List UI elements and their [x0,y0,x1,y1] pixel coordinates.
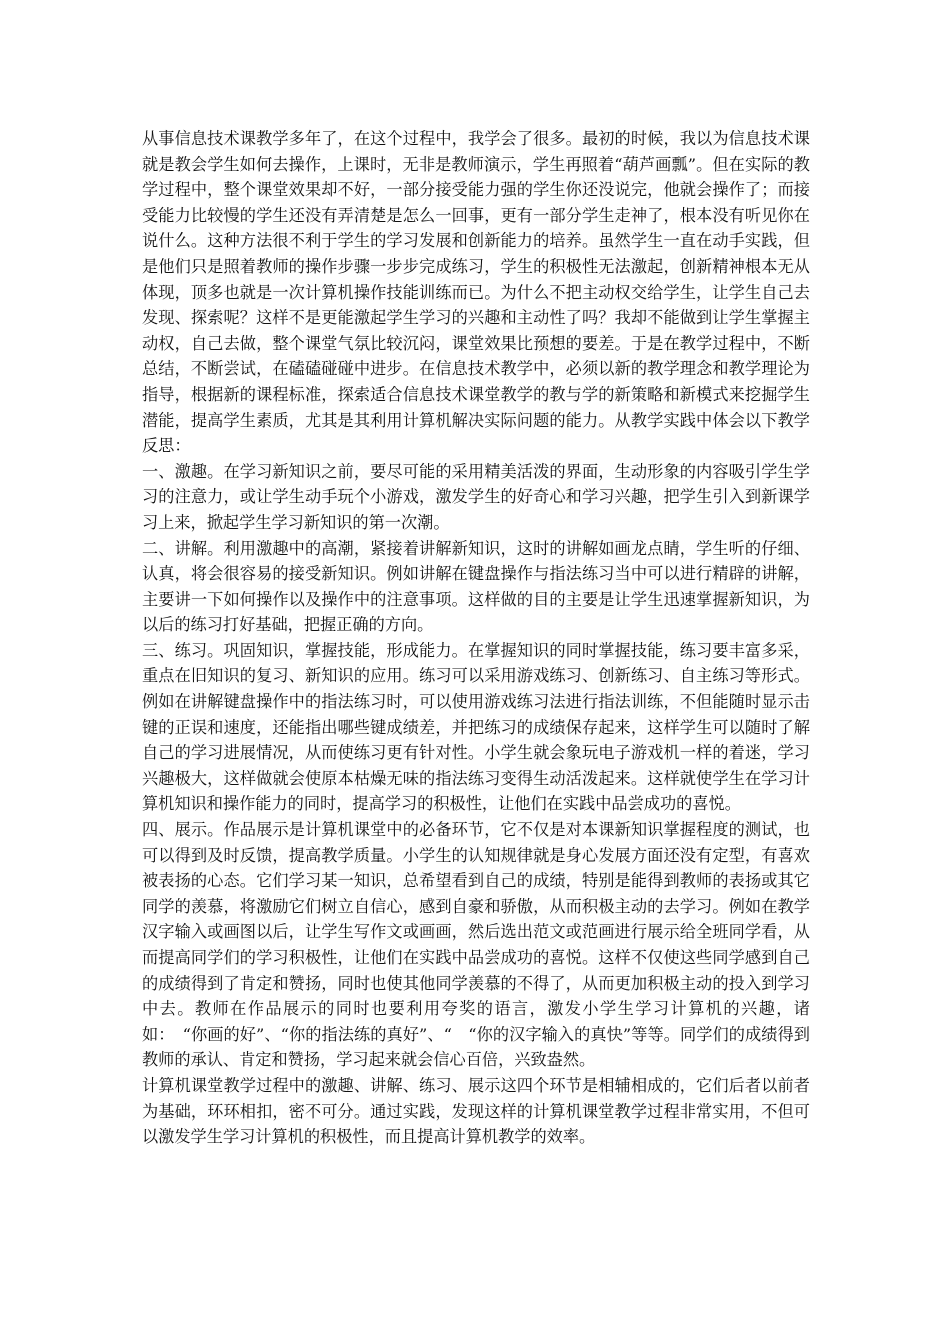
document-body [142,126,810,1150]
paragraph-section-4: 四、展示。作品展示是计算机课堂中的必备环节，它不仅是对本课新知识掌握程度的测试，也可以得到及时反馈，提高教学质量。小学生的认知规律就是身心发展方面还没有定型，有喜欢被表扬的心态。它们学习某一知识，总希望看到自己的成绩，特别是能得到教师的表扬或其它同学的羡慕，将激励它们树立自信心，感到自豪和骄傲，从而积极主动的去学习。例如在教学汉字输入或画图以后，让学生写作文或画画，然后选出范文或范画进行展示给全班同学看，从而提高同学们的学习积极性，让他们在实践中品尝成功的喜悦。这样不仅使这些同学感到自己的成绩得到了肯定和赞扬，同时也使其他同学羡慕的不得了，从而更加积极主动的投入到学习中去。教师在作品展示的同时也要利用夸奖的语言，激发小学生学习计算机的兴趣，诸如： “你画的好”、“你的指法练的真好”、“ “你的汉字输入的真快”等等。同学们的成绩得到教师的承认、肯定和赞扬，学习起来就会信心百倍，兴致盎然。 [142,820,810,1070]
paragraph-conclusion: 计算机课堂教学过程中的激趣、讲解、练习、展示这四个环节是相辅相成的，它们后者以前者为基础，环环相扣，密不可分。通过实践，发现这样的计算机课堂教学过程非常实用，不但可以激发学生学习计算机的积极性，而且提高计算机教学的效率。 [142,1075,810,1147]
paragraph-intro: 从事信息技术课教学多年了，在这个过程中，我学会了很多。最初的时候，我以为信息技术课就是教会学生如何去操作，上课时，无非是教师演示，学生再照着“葫芦画瓢”。但在实际的教学过程中，整个课堂效果却不好，一部分接受能力强的学生你还没说完，他就会操作了；而接受能力比较慢的学生还没有弄清楚是怎么一回事，更有一部分学生走神了，根本没有听见你在说什么。这种方法很不利于学生的学习发展和创新能力的培养。虽然学生一直在动手实践，但是他们只是照着教师的操作步骤一步步完成练习，学生的积极性无法激起，创新精神根本无从体现，顶多也就是一次计算机操作技能训练而已。为什么不把主动权交给学生，让学生自己去发现、探索呢？这样不是更能激起学生学习的兴趣和主动性了吗？我却不能做到让学生掌握主动权，自己去做，整个课堂气氛比较沉闷，课堂效果比预想的要差。于是在教学过程中，不断总结，不断尝试，在磕磕碰碰中进步。在信息技术教学中，必须以新的教学理念和教学理论为指导，根据新的课程标准，探索适合信息技术课堂教学的教与学的新策略和新模式来挖掘学生潜能，提高学生素质，尤其是其利用计算机解决实际问题的能力。从教学实践中体会以下教学反思： [142,129,810,456]
paragraph-section-3: 三、练习。巩固知识，掌握技能，形成能力。在掌握知识的同时掌握技能，练习要丰富多采，重点在旧知识的复习、新知识的应用。练习可以采用游戏练习、创新练习、自主练习等形式。例如在讲解键盘操作中的指法练习时，可以使用游戏练习法进行指法训练，不但能随时显示击键的正误和速度，还能指出哪些键成绩差，并把练习的成绩保存起来，这样学生可以随时了解自己的学习进展情况，从而使练习更有针对性。小学生就会象玩电子游戏机一样的着迷，学习兴趣极大，这样做就会使原本枯燥无味的指法练习变得生动活泼起来。这样就使学生在学习计算机知识和操作能力的同时，提高学习的积极性，让他们在实践中品尝成功的喜悦。 [142,640,810,814]
paragraph-section-2: 二、讲解。利用激趣中的高潮，紧接着讲解新知识，这时的讲解如画龙点睛，学生听的仔细、认真，将会很容易的接受新知识。例如讲解在键盘操作与指法练习当中可以进行精辟的讲解，主要讲一下如何操作以及操作中的注意事项。这样做的目的主要是让学生迅速掌握新知识，为以后的练习打好基础，把握正确的方向。 [142,538,810,635]
paragraph-section-1: 一、激趣。在学习新知识之前，要尽可能的采用精美活泼的界面，生动形象的内容吸引学生学习的注意力，或让学生动手玩个小游戏，激发学生的好奇心和学习兴趣，把学生引入到新课学习上来，掀起学生学习新知识的第一次潮。 [142,461,810,532]
